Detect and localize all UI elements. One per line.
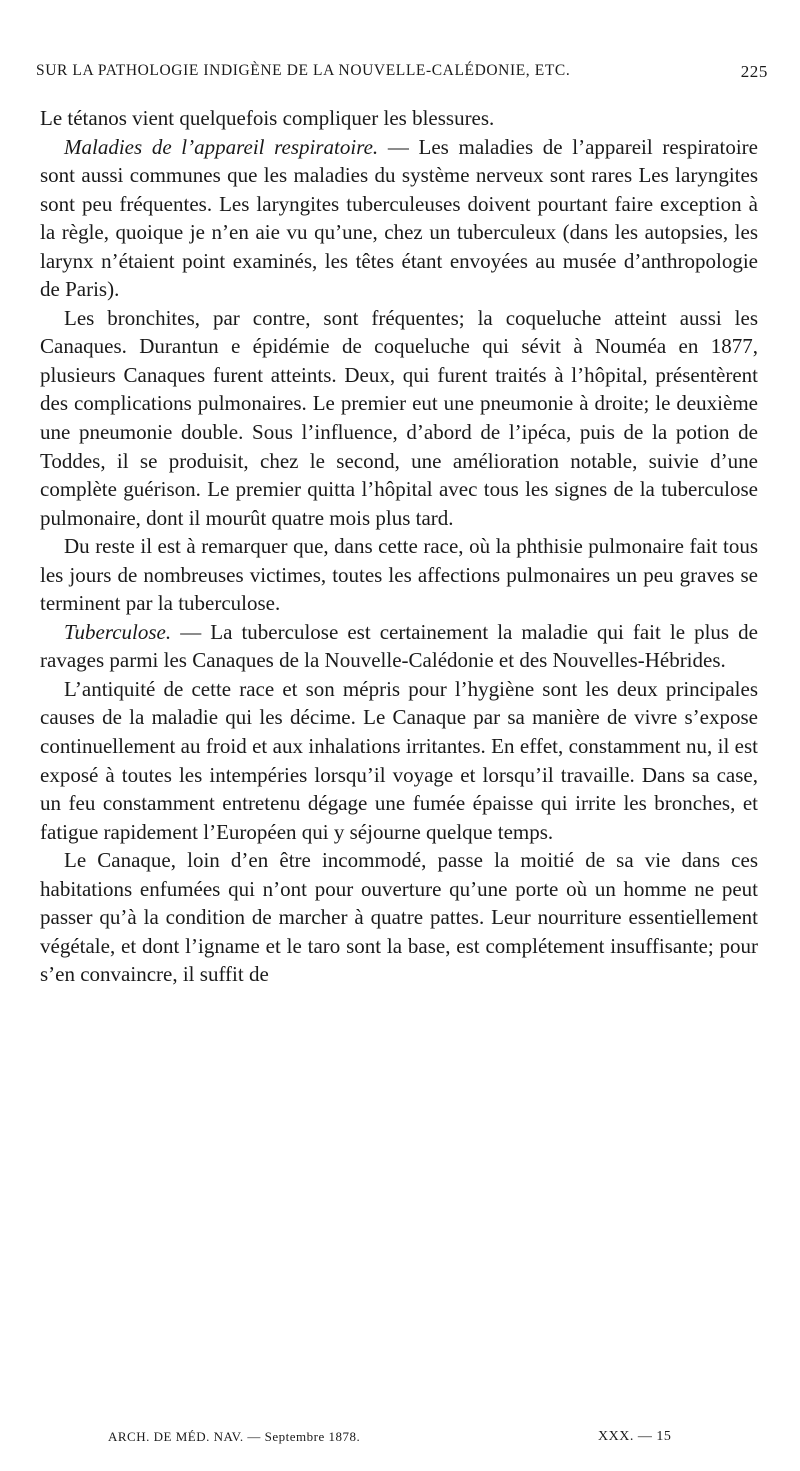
paragraph-bronchites: [40, 304, 758, 532]
running-head-title: SUR LA PATHOLOGIE INDIGÈNE DE LA NOUVELLE-CALÉDONIE, ETC.: [36, 62, 571, 79]
paragraph-antiquite: [40, 675, 758, 846]
journal-reference: ARCH. DE MÉD. NAV. — Septembre 1878.: [108, 1429, 361, 1444]
paragraph-text: L’antiquité de cette race et son mépris pour l’hygiène sont les deux principales causes de la maladie qui les décime. Le Canaque par sa manière de vivre s’expose continuellement au froid et aux inhalations irritantes. En effet, constamment nu, il est exposé à toutes les intempéries lorsqu’il voyage et lorsqu’il travaille. Dans sa case, un feu constamment entretenu dégage une fumée épaisse qui irrite les bronches, et fatigue rapidement l’Européen qui y séjourne quelque temps.: [40, 676, 758, 844]
page-footer: [108, 1429, 708, 1451]
running-head: [36, 62, 768, 92]
paragraph-canaque-habitations: [40, 846, 758, 989]
paragraph-text: — La tuberculose est certainement la maladie qui fait le plus de ravages parmi les Canaques de la Nouvelle-Calédonie et des Nouvelles-Hébrides.: [40, 619, 758, 673]
body-text: [40, 104, 758, 989]
paragraph-text: — Les maladies de l’appareil respiratoire sont aussi communes que les maladies du système nerveux sont rares Les laryngites sont peu fréquentes. Les laryngites tuberculeuses doivent pourtant faire exception à la règle, quoique je n’en aie vu qu’une, chez un tuberculeux (dans les autopsies, les larynx n’étaient point examinés, les têtes étant envoyées au musée d’anthropologie de Paris).: [40, 134, 758, 302]
paragraph-text: Les bronchites, par contre, sont fréquentes; la coqueluche atteint aussi les Canaques. Durantun e épidémie de coqueluche qui sévit à Nouméa en 1877, plusieurs Canaques furent atteints. Deux, qui furent traités à l’hôpital, présentèrent des complications pulmonaires. Le premier eut une pneumonie à droite; le deuxième une pneumonie double. Sous l’influence, d’abord de l’ipéca, puis de la potion de Toddes, il se produisit, chez le second, une amélioration notable, suivie d’une complète guérison. Le premier quitta l’hôpital avec tous les signes de la tuberculose pulmonaire, dont il mourût quatre mois plus tard.: [40, 305, 758, 530]
page-number: 225: [740, 62, 768, 81]
paragraph-tetanos: [40, 104, 758, 133]
section-heading-respiratoire: Maladies de l’appareil respiratoire.: [64, 134, 379, 159]
paragraph-phthisie: [40, 532, 758, 618]
paragraph-text: Du reste il est à remarquer que, dans cette race, où la phthisie pulmonaire fait tous les jours de nombreuses victimes, toutes les affections pulmonaires un peu graves se terminent par la tuberculose.: [40, 534, 758, 616]
paragraph-maladies-respiratoires: [40, 133, 758, 304]
paragraph-tuberculose: [40, 618, 758, 675]
paragraph-text: Le tétanos vient quelquefois compliquer les blessures.: [40, 106, 495, 130]
signature-mark: XXX. — 15: [598, 1429, 672, 1444]
section-heading-tuberculose: Tuberculose.: [64, 619, 172, 644]
paragraph-text: Le Canaque, loin d’en être incommodé, passe la moitié de sa vie dans ces habitations enfumées qui n’ont pour ouverture qu’une porte où un homme ne peut passer qu’à la condition de marcher à quatre pattes. Leur nourriture essentiellement végétale, et dont l’igname et le taro sont la base, est complétement insuffisante; pour s’en convaincre, il suffit de: [40, 848, 758, 987]
